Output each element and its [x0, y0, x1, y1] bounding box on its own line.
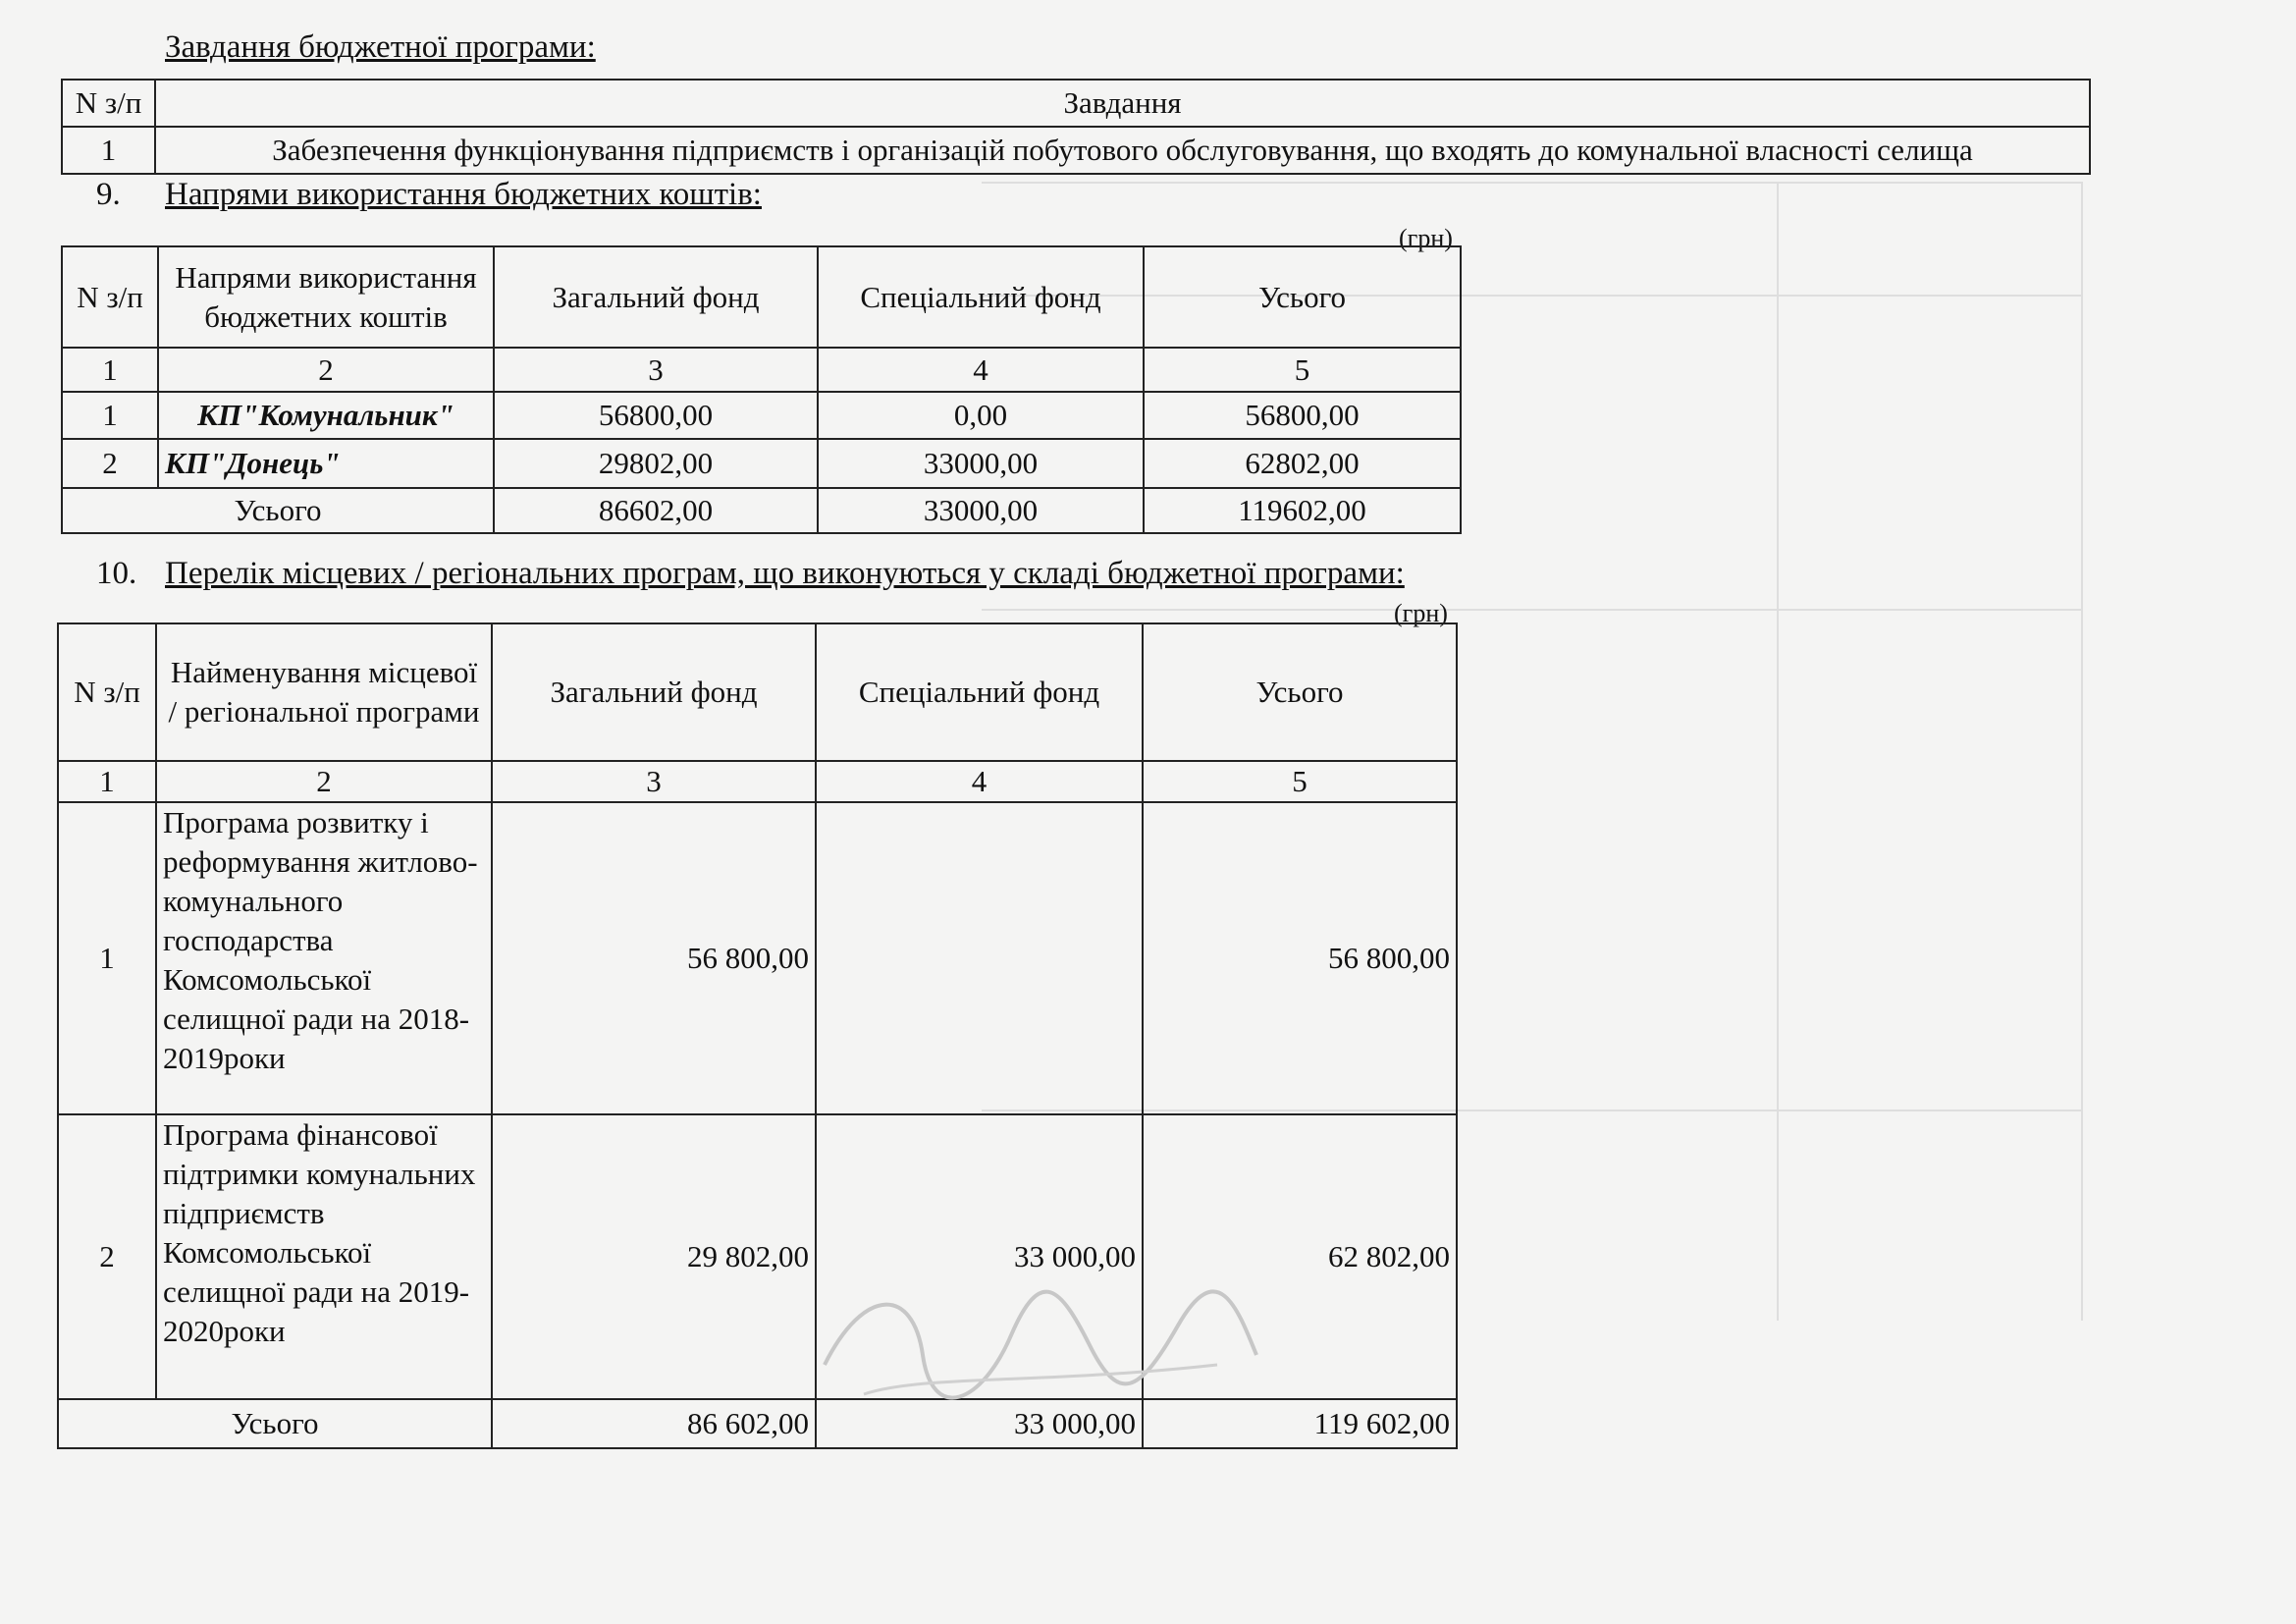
- general-fund-total: 86 602,00: [492, 1399, 816, 1448]
- table-row: [62, 439, 1461, 488]
- directions-header-row: [62, 246, 1461, 348]
- program-name: Програма фінансової підтримки комунальних підприємств Комсомольської селищної ради на 2019-2020роки: [156, 1114, 492, 1399]
- col-special-header: Спеціальний фонд: [816, 623, 1143, 761]
- general-fund-value: 29 802,00: [492, 1114, 816, 1399]
- row-num: 1: [62, 392, 158, 439]
- grand-total: 119 602,00: [1143, 1399, 1457, 1448]
- bleed-through-line: [2081, 182, 2083, 1321]
- grand-total: 119602,00: [1144, 488, 1461, 533]
- tasks-header-row: [62, 80, 2090, 127]
- index-cell: 3: [494, 348, 818, 392]
- section10-heading: 10. Перелік місцевих / регіональних програм, що виконуються у складі бюджетної програми:: [96, 556, 1405, 591]
- special-fund-value: 33000,00: [818, 439, 1144, 488]
- program-name: Програма розвитку і реформування житлово-комунального господарства Комсомольської селищної ради на 2018-2019роки: [156, 802, 492, 1114]
- bleed-through-line: [1777, 182, 1779, 1321]
- index-cell: 1: [62, 348, 158, 392]
- col-general-header: Загальний фонд: [494, 246, 818, 348]
- general-fund-value: 29802,00: [494, 439, 818, 488]
- total-value: 62802,00: [1144, 439, 1461, 488]
- section10-unit: (грн): [1394, 599, 1448, 627]
- total-label: Усього: [62, 488, 494, 533]
- general-fund-value: 56 800,00: [492, 802, 816, 1114]
- special-fund-total: 33000,00: [818, 488, 1144, 533]
- col-general-header: Загальний фонд: [492, 623, 816, 761]
- total-value: 62 802,00: [1143, 1114, 1457, 1399]
- general-fund-total: 86602,00: [494, 488, 818, 533]
- col-task-header: Завдання: [155, 80, 2090, 127]
- col-total-header: Усього: [1144, 246, 1461, 348]
- col-num-header: N з/п: [62, 246, 158, 348]
- row-num: 2: [58, 1114, 156, 1399]
- section8-heading: Завдання бюджетної програми:: [165, 29, 596, 65]
- general-fund-value: 56800,00: [494, 392, 818, 439]
- col-num-header: N з/п: [62, 80, 155, 127]
- index-cell: 2: [158, 348, 494, 392]
- directions-table: [61, 245, 1462, 534]
- bleed-through-line: [982, 182, 2081, 184]
- index-cell: 2: [156, 761, 492, 802]
- special-fund-value: [816, 802, 1143, 1114]
- index-cell: 4: [816, 761, 1143, 802]
- table-row: [58, 802, 1457, 1114]
- index-row: [62, 348, 1461, 392]
- section9-unit: (грн): [1399, 224, 1453, 252]
- table-row: [62, 127, 2090, 174]
- index-row: [58, 761, 1457, 802]
- direction-name: КП"Донець": [158, 439, 494, 488]
- total-value: 56 800,00: [1143, 802, 1457, 1114]
- total-row: [62, 488, 1461, 533]
- row-num: 2: [62, 439, 158, 488]
- special-fund-value: 0,00: [818, 392, 1144, 439]
- special-fund-value: 33 000,00: [816, 1114, 1143, 1399]
- index-cell: 3: [492, 761, 816, 802]
- special-fund-total: 33 000,00: [816, 1399, 1143, 1448]
- total-label: Усього: [58, 1399, 492, 1448]
- direction-name: КП"Комунальник": [158, 392, 494, 439]
- table-row: [62, 392, 1461, 439]
- section9-heading: 9. Напрями використання бюджетних коштів:: [96, 177, 762, 212]
- col-num-header: N з/п: [58, 623, 156, 761]
- index-cell: 4: [818, 348, 1144, 392]
- signature-scribble-icon: [805, 1247, 1276, 1424]
- row-num: 1: [62, 127, 155, 174]
- task-text: Забезпечення функціонування підприємств і організацій побутового обслуговування, що входять до комунальної власності селища: [155, 127, 2090, 174]
- col-special-header: Спеціальний фонд: [818, 246, 1144, 348]
- col-direction-header: Напрями використання бюджетних коштів: [158, 246, 494, 348]
- col-total-header: Усього: [1143, 623, 1457, 761]
- programs-header-row: [58, 623, 1457, 761]
- bleed-through-line: [982, 609, 2081, 611]
- index-cell: 1: [58, 761, 156, 802]
- index-cell: 5: [1144, 348, 1461, 392]
- total-value: 56800,00: [1144, 392, 1461, 439]
- col-name-header: Найменування місцевої / регіональної програми: [156, 623, 492, 761]
- index-cell: 5: [1143, 761, 1457, 802]
- tasks-table: [61, 79, 2091, 175]
- row-num: 1: [58, 802, 156, 1114]
